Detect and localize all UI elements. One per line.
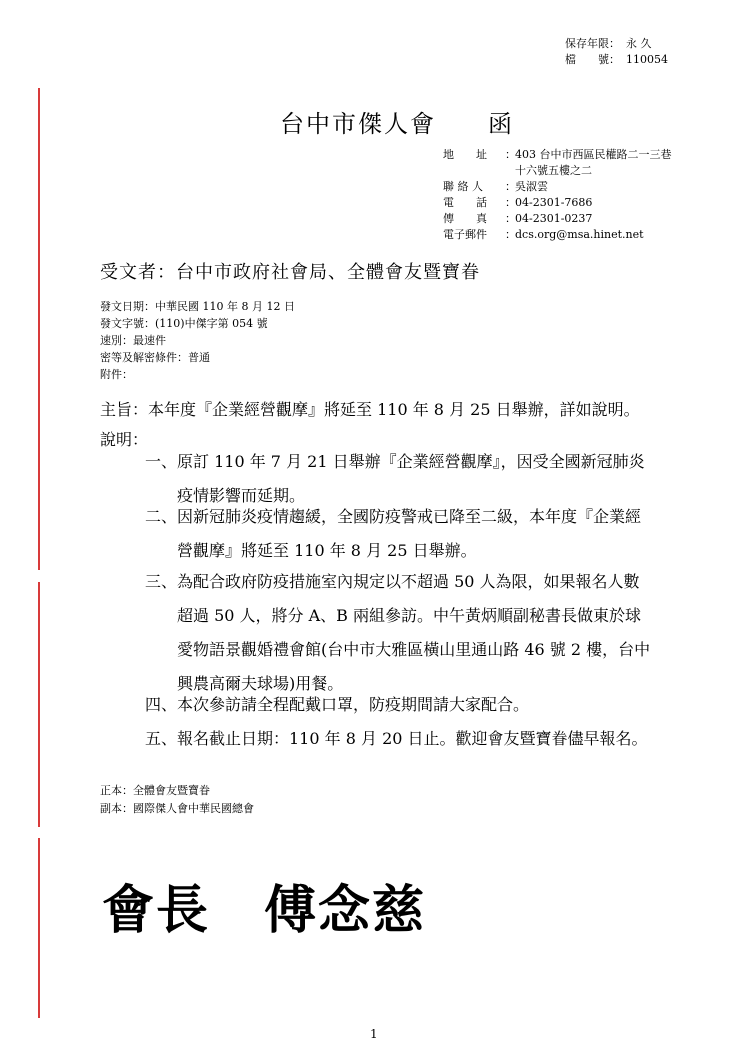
copy-recipient: 副本：國際傑人會中華民國總會 — [100, 802, 254, 815]
explanation-label: 說明： — [100, 430, 149, 449]
sender-info-label — [443, 163, 505, 179]
subject-line: 主旨：本年度『企業經營觀摩』將延至 110 年 8 月 25 日舉辦，詳如說明。 — [100, 400, 640, 419]
item-line: 超過 50 人，將分 A、B 兩組參訪。中午黃炳順副秘書長做東於球 — [177, 606, 642, 625]
document-meta — [100, 298, 295, 383]
sender-info-label: 聯 絡 人 — [443, 180, 483, 193]
explanation-item — [145, 565, 700, 701]
page-number: 1 — [370, 1027, 378, 1041]
item-line: 本次參訪請全程配戴口罩，防疫期間請大家配合。 — [177, 695, 530, 714]
file-no-value: 110054 — [626, 53, 668, 66]
sender-info-row: 聯 絡 人 ： 吳淑雲 — [443, 180, 548, 193]
margin-line — [38, 838, 40, 1018]
explanation-item — [145, 722, 700, 756]
sender-info-label: 電子郵件 — [443, 228, 487, 241]
issue-number: 發文字號：(110)中傑字第 054 號 — [100, 317, 268, 330]
item-number: 五、 — [145, 729, 178, 748]
sender-info-value: 04-2301-0237 — [515, 212, 593, 225]
copy-recipients — [100, 782, 254, 818]
item-line: 營觀摩』將延至 110 年 8 月 25 日舉辦。 — [177, 541, 477, 560]
file-no-label: 檔 號： — [565, 53, 620, 66]
classification: 密等及解密條件：普通 — [100, 351, 210, 364]
document-header — [565, 36, 668, 68]
sender-info — [443, 147, 672, 243]
attachments: 附件： — [100, 368, 133, 381]
item-line: 原訂 110 年 7 月 21 日舉辦『企業經營觀摩』，因受全國新冠肺炎 — [177, 452, 645, 471]
sender-info-label: 傳 真 — [443, 212, 487, 225]
sender-info-row — [443, 163, 672, 179]
item-number: 一、 — [145, 452, 178, 471]
urgency: 速別：最速件 — [100, 334, 166, 347]
explanation-item — [145, 500, 700, 568]
sender-info-value: 403 台中市西區民權路二一三巷 — [515, 148, 672, 161]
recipient-line: 受文者：台中市政府社會局、全體會友暨寶眷 — [100, 262, 480, 283]
item-line: 為配合政府防疫措施室內規定以不超過 50 人為限，如果報名人數 — [177, 572, 640, 591]
item-line: 興農高爾夫球場)用餐。 — [177, 674, 344, 693]
item-line: 愛物語景觀婚禮會館(台中市大雅區橫山里通山路 46 號 2 樓，台中 — [177, 640, 651, 659]
sender-info-value: 04-2301-7686 — [515, 196, 593, 209]
item-number: 四、 — [145, 695, 178, 714]
sender-info-row: 地 址 ： 403 台中市西區民權路二一三巷 — [443, 148, 672, 161]
sender-info-row: 電 話 ： 04-2301-7686 — [443, 196, 593, 209]
item-number: 二、 — [145, 507, 178, 526]
issue-date: 發文日期：中華民國 110 年 8 月 12 日 — [100, 300, 295, 313]
sender-info-row: 電子郵件 ： dcs.org@msa.hinet.net — [443, 228, 644, 241]
retention-label: 保存年限： — [565, 37, 620, 50]
item-line: 疫情影響而延期。 — [177, 486, 306, 505]
retention-value: 永 久 — [626, 37, 652, 50]
margin-line — [38, 582, 40, 827]
sender-info-label: 電 話 — [443, 196, 487, 209]
margin-line — [38, 345, 40, 570]
explanation-item — [145, 688, 700, 722]
original-recipient: 正本：全體會友暨寶眷 — [100, 784, 210, 797]
margin-line — [38, 88, 40, 358]
item-line: 因新冠肺炎疫情趨緩，全國防疫警戒已降至二級，本年度『企業經 — [177, 507, 642, 526]
sender-info-row: 傳 真 ： 04-2301-0237 — [443, 212, 593, 225]
sender-info-value: 吳淑雲 — [515, 180, 548, 193]
sender-info-label: 地 址 — [443, 148, 487, 161]
item-number: 三、 — [145, 572, 178, 591]
sender-info-value: 十六號五樓之二 — [515, 164, 592, 177]
signature: 會長 傅念慈 — [102, 881, 427, 941]
document-title: 台中市傑人會 函 — [280, 110, 514, 138]
sender-email: dcs.org@msa.hinet.net — [515, 228, 644, 241]
item-line: 報名截止日期：110 年 8 月 20 日止。歡迎會友暨寶眷儘早報名。 — [177, 729, 648, 748]
